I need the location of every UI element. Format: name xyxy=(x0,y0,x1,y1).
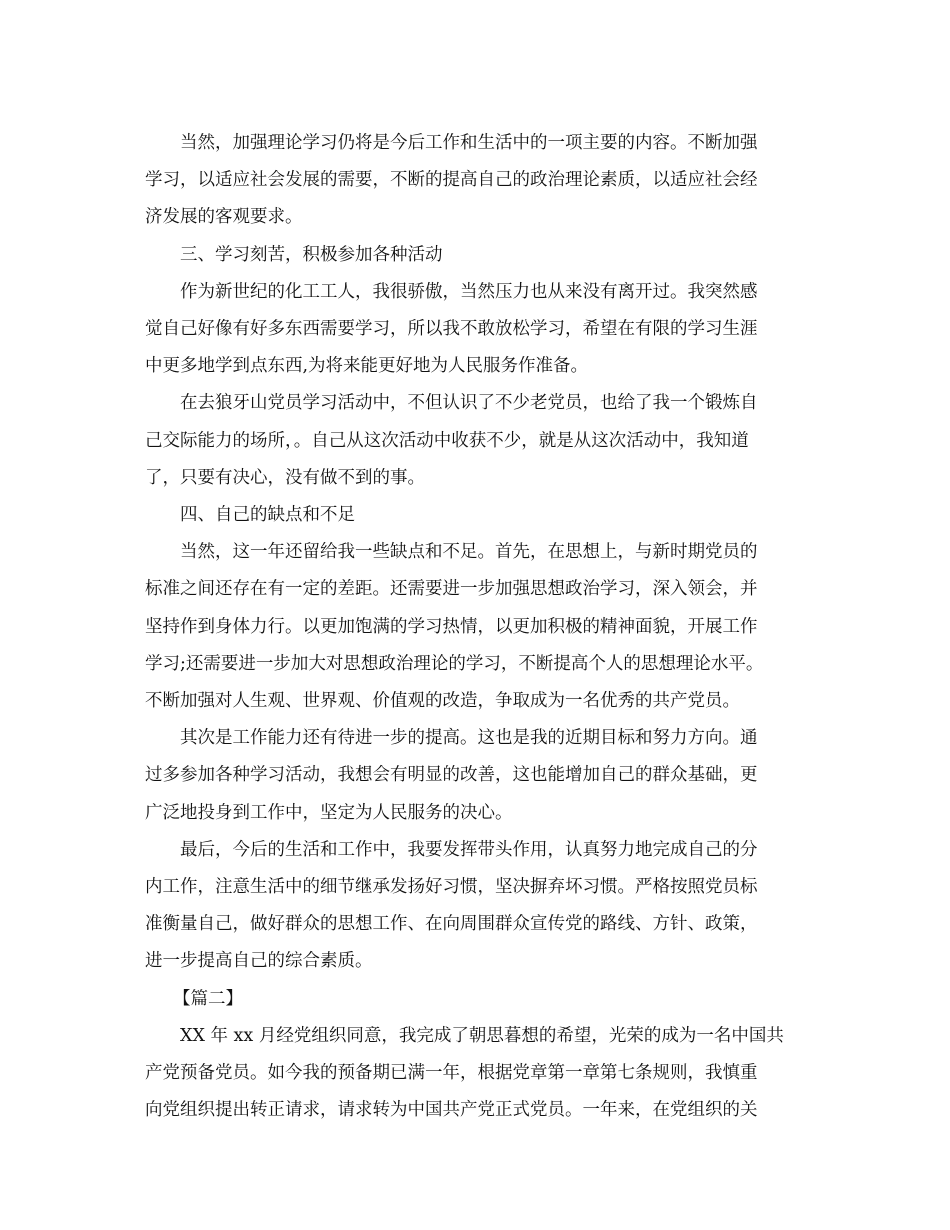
text-line: 学习;还需要进一步加大对思想政治理论的学习，不断提高个人的思想理论水平。 xyxy=(145,653,764,674)
paragraph-chemical-worker xyxy=(145,274,805,386)
text-line: XX 年 xx 月经党组织同意，我完成了朝思暮想的希望，光荣的成为一名中国共 xyxy=(180,1025,784,1046)
paragraph-finally xyxy=(145,832,805,981)
text-line: 己交际能力的场所，。自己从这次活动中收获不少，就是从这次活动中，我知道 xyxy=(145,430,749,451)
text-line: 了，只要有决心，没有做不到的事。 xyxy=(145,467,425,488)
text-line: 产党预备党员。如今我的预备期已满一年，根据党章第一章第七条规则，我慎重 xyxy=(145,1063,758,1084)
text-line: 标准之间还存在有一定的差距。还需要进一步加强思想政治学习，深入领会，并 xyxy=(145,579,758,600)
text-line: 向党组织提出转正请求，请求转为中国共产党正式党员。一年来，在党组织的关 xyxy=(145,1100,758,1121)
paragraph-theory-study xyxy=(145,125,805,237)
text-line: 其次是工作能力还有待进一步的提高。这也是我的近期目标和努力方向。通 xyxy=(180,728,758,749)
text-line: 广泛地投身到工作中，坚定为人民服务的决心。 xyxy=(145,802,513,823)
text-line: 当然，这一年还留给我一些缺点和不足。首先，在思想上，与新时期党员的 xyxy=(180,542,758,563)
text-line: 不断加强对人生观、世界观、价值观的改造，争取成为一名优秀的共产党员。 xyxy=(145,691,740,712)
text-line: 准衡量自己，做好群众的思想工作、在向周围群众宣传党的路线、方针、政策， xyxy=(145,914,758,935)
text-line: 作为新世纪的化工工人，我很骄傲，当然压力也从来没有离开过。我突然感 xyxy=(180,281,758,302)
text-line: 过多参加各种学习活动，我想会有明显的改善，这也能增加自己的群众基础，更 xyxy=(145,765,758,786)
text-line: 最后，今后的生活和工作中，我要发挥带头作用，认真努力地完成自己的分 xyxy=(180,839,758,860)
paragraph-langyashan-activity xyxy=(145,385,805,497)
text-line: 学习，以适应社会发展的需要，不断的提高自己的政治理论素质，以适应社会经 xyxy=(145,170,758,191)
paragraph-shortcomings xyxy=(145,534,805,720)
section-heading-4: 四、自己的缺点和不足 xyxy=(180,505,355,526)
text-line: 中更多地学到点东西,为将来能更好地为人民服务作准备。 xyxy=(145,356,589,377)
section-heading-3: 三、学习刻苦，积极参加各种活动 xyxy=(180,244,443,265)
paragraph-probationary-member xyxy=(145,1018,805,1130)
text-line: 进一步提高自己的综合素质。 xyxy=(145,951,373,972)
text-line: 当然，加强理论学习仍将是今后工作和生活中的一项主要的内容。不断加强 xyxy=(180,133,758,153)
document-body xyxy=(145,125,805,1129)
text-line: 内工作，注意生活中的细节继承发扬好习惯，坚决摒弃坏习惯。严格按照党员标 xyxy=(145,877,758,898)
text-line: 在去狼牙山党员学习活动中，不但认识了不少老党员，也给了我一个锻炼自 xyxy=(180,393,758,414)
text-line: 觉自己好像有好多东西需要学习，所以我不敢放松学习，希望在有限的学习生涯 xyxy=(145,319,758,340)
paragraph-work-ability xyxy=(145,720,805,832)
text-line: 济发展的客观要求。 xyxy=(145,207,303,228)
text-line: 坚持作到身体力行。以更加饱满的学习热情，以更加积极的精神面貌，开展工作 xyxy=(145,616,758,637)
article-heading-pian2: 【篇二】 xyxy=(173,988,243,1009)
